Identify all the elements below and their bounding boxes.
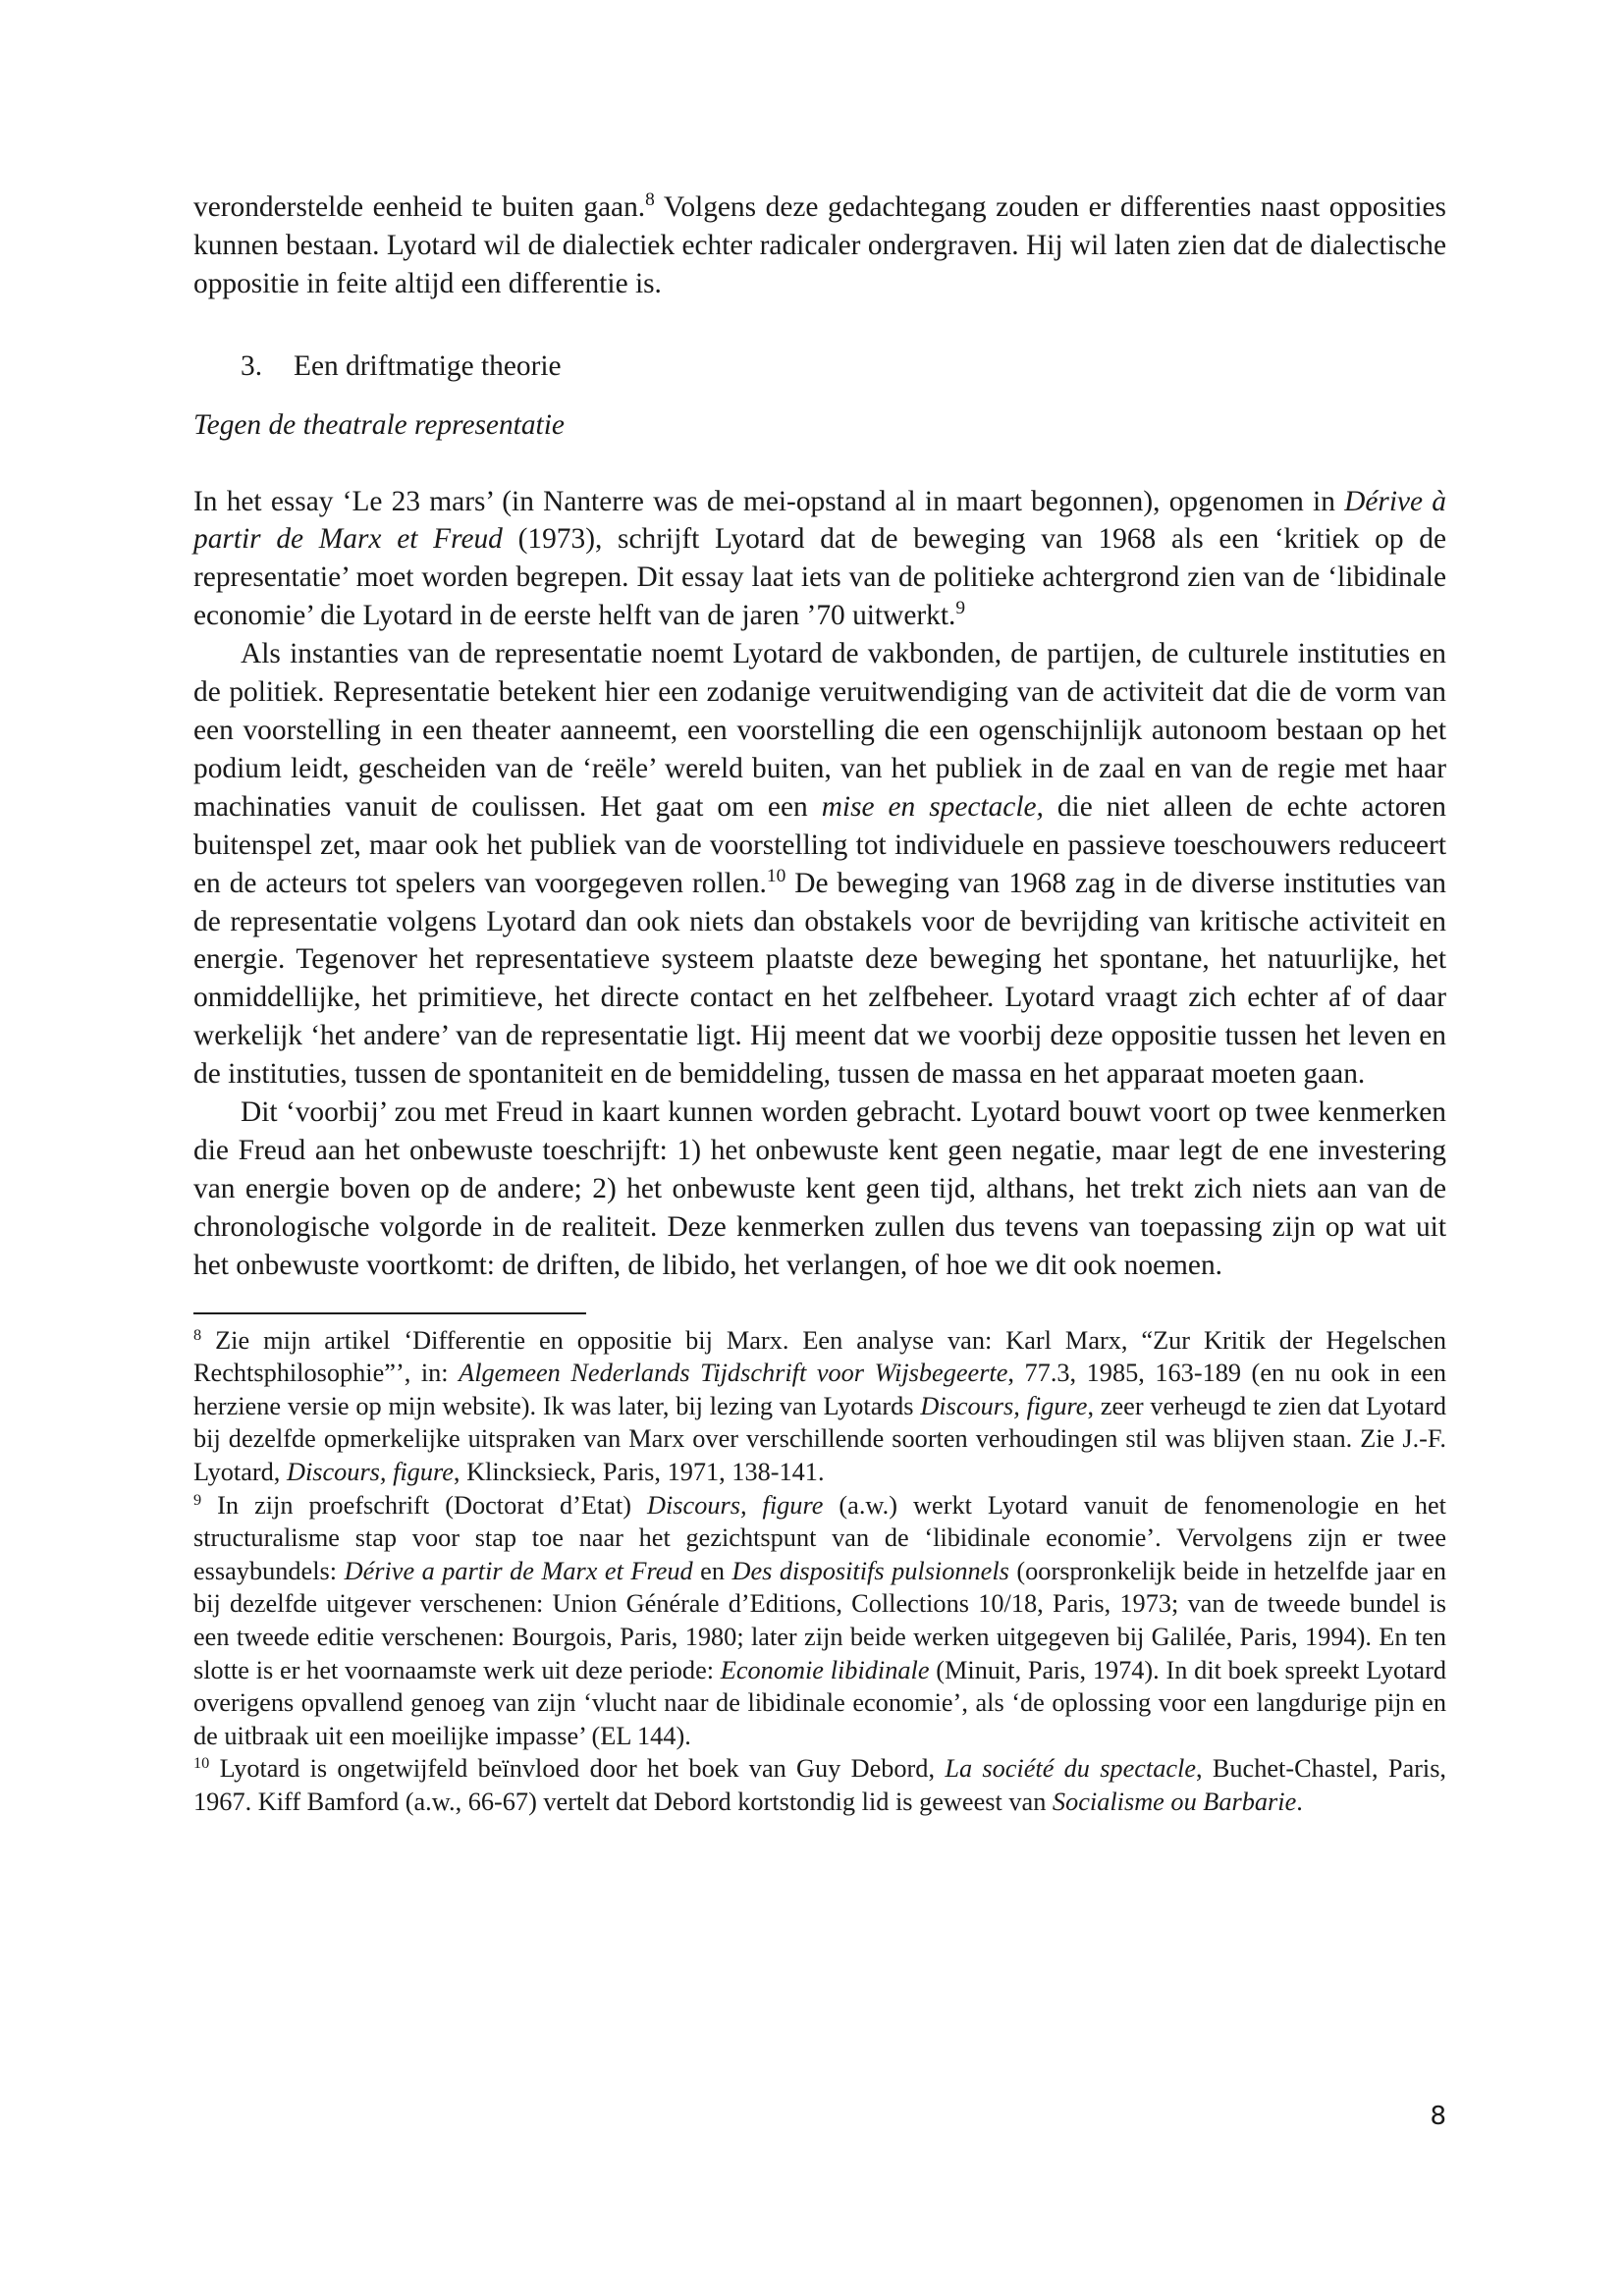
text-run: (a.w.) werkt Lyotard vanuit de fenomenologie en het structuralisme stap voor stap toe naar het gezichtspunt van de ‘libidinale economie’. Vervolgens zijn er twee essaybundels: <box>193 1490 1446 1585</box>
footnote-10 <box>193 1752 1446 1818</box>
footnote-number: 8 <box>193 1324 202 1344</box>
text-run: , 77.3, 1985, 163-189 (en nu ook in een herziene versie op mijn website). Ik was later, bij lezing van Lyotards <box>193 1359 1446 1420</box>
section-number: 3. <box>241 349 263 382</box>
italic-title: La société du spectacle <box>945 1754 1197 1784</box>
text-run: De beweging van 1968 zag in de diverse instituties van de representatie volgens Lyotard dan ook niets dan obstakels voor de bevrijding van kritische activiteit en energie. Tegenover het representatieve systeem plaatste deze beweging het spontane, het natuurlijke, het onmiddellijke, het primitieve, het directe contact en het zelfbeheer. Lyotard vraagt zich echter af of daar werkelijk ‘het andere’ van de representatie ligt. Hij meent dat we voorbij deze oppositie tussen het leven en de instituties, tussen de spontaniteit en de bemiddeling, tussen de massa en het apparaat moeten gaan. <box>193 867 1446 1091</box>
text-run: (Minuit, Paris, 1974). In dit boek spreekt Lyotard overigens opvallend genoeg van zijn ‘vlucht naar de libidinale economie’, als ‘de oplossing voor een langdurige pijn en de uitbraak uit een moeilijke impasse’ (EL 144). <box>193 1655 1446 1750</box>
section-heading <box>193 347 1446 386</box>
footnote-number: 9 <box>193 1489 202 1509</box>
text-run: (oorspronkelijk beide in hetzelfde jaar en bij dezelfde uitgever verschenen: Union Générale d’Editions, Collections 10/18, Paris, 1973; van de tweede bundel is een tweede editie verschenen: Bourgois, Paris, 1980; later zijn beide werken uitgegeven bij Galilée, Paris, 1994). En ten slotte is er het voornaamste werk uit deze periode: <box>193 1556 1446 1684</box>
italic-title: Discours, figure <box>920 1391 1088 1420</box>
text-run: Als instanties van de representatie noemt Lyotard de vakbonden, de partijen, de culturele instituties en de politiek. Representatie betekent hier een zodanige veruitwendiging van de activiteit dat die de vorm van een voorstelling in een theater aanneemt, een voorstelling die een ogenschijnlijk autonoom bestaan op het podium leidt, gescheiden van de ‘reële’ wereld buiten, van het publiek in de zaal en van de regie met haar machinaties vanuit de coulissen. Het gaat om een <box>193 638 1446 823</box>
italic-title: Des dispositifs pulsionnels <box>731 1556 1009 1585</box>
footnote-ref-9[interactable]: 9 <box>955 598 966 618</box>
text-run: , zeer verheugd te zien dat Lyotard bij dezelfde opmerkelijke uitspraken van Marx over verschillende soorten verhoudingen stil was blijven staan. Zie J.-F. Lyotard, <box>193 1391 1446 1486</box>
italic-title: Socialisme ou Barbarie <box>1052 1787 1297 1816</box>
text-run: Volgens deze gedachtegang zouden er differenties naast opposities kunnen bestaan. Lyotard wil de dialectiek echter radicaler ondergraven. Hij wil laten zien dat de dialectische oppositie in feite altijd een differentie is. <box>193 191 1446 299</box>
footnote-number: 10 <box>193 1753 210 1773</box>
italic-term: mise en spectacle, <box>821 790 1044 823</box>
page-number: 8 <box>1430 2102 1446 2131</box>
text-run: Zie mijn artikel ‘Differentie en oppositie bij Marx. Een analyse van: Karl Marx, “Zur Kritik der Hegelschen Rechtsphilosophie”’, in: <box>193 1325 1446 1388</box>
paragraph-intro <box>193 188 1446 303</box>
paragraph-1 <box>193 483 1446 636</box>
subsection-title: Tegen de theatrale representatie <box>193 408 565 441</box>
text-run: . <box>1296 1787 1303 1816</box>
section-title: Een driftmatige theorie <box>294 349 562 382</box>
italic-title: Discours, figure <box>647 1490 824 1520</box>
text-run: veronderstelde eenheid te buiten gaan. <box>193 191 646 223</box>
italic-title: Economie libidinale <box>720 1655 930 1684</box>
paragraph-2 <box>193 635 1446 1094</box>
italic-title: Dérive a partir de Marx et Freud <box>344 1556 693 1585</box>
text-run: Dit ‘voorbij’ zou met Freud in kaart kunnen worden gebracht. Lyotard bouwt voort op twee kenmerken die Freud aan het onbewuste toeschrijft: 1) het onbewuste kent geen negatie, maar legt de ene investering van energie boven op de andere; 2) het onbewuste kent geen tijd, althans, het trekt zich niets aan van de chronologische volgorde in de realiteit. Deze kenmerken zullen dus tevens van toepassing zijn op wat uit het onbewuste voortkomt: de driften, de libido, het verlangen, of hoe we dit ook noemen. <box>193 1096 1446 1281</box>
footnote-9 <box>193 1489 1446 1753</box>
italic-title: Algemeen Nederlands Tijdschrift voor Wijsbegeerte <box>459 1359 1008 1388</box>
text-run: die niet alleen de echte actoren buitenspel zet, maar ook het publiek van de voorstelling tot individuele en passieve toeschouwers reduceert en de acteurs tot spelers van voorgegeven rollen. <box>193 790 1446 899</box>
page-content <box>193 188 1446 1818</box>
text-run: In zijn proefschrift (Doctorat d’Etat) <box>201 1490 647 1520</box>
text-run: , Buchet-Chastel, Paris, 1967. Kiff Bamford (a.w., 66-67) vertelt dat Debord kortstondig lid is geweest van <box>193 1754 1447 1816</box>
text-run: In het essay ‘Le 23 mars’ (in Nanterre was de mei-opstand al in maart begonnen), opgenomen in <box>193 485 1345 517</box>
footnote-ref-8[interactable]: 8 <box>645 188 655 210</box>
paragraph-3 <box>193 1094 1446 1285</box>
italic-title: Discours, figure <box>286 1457 454 1486</box>
text-run: Lyotard is ongetwijfeld beïnvloed door het boek van Guy Debord, <box>209 1754 946 1784</box>
text-run: en <box>692 1556 732 1585</box>
footnote-8 <box>193 1324 1446 1489</box>
footnote-ref-10[interactable]: 10 <box>766 865 786 886</box>
footnote-separator <box>193 1312 586 1314</box>
text-run: (1973), schrijft Lyotard dat de beweging van 1968 als een ‘kritiek op de representatie’ moet worden begrepen. Dit essay laat iets van de politieke achtergrond zien van de ‘libidinale economie’ die Lyotard in de eerste helft van de jaren ’70 uitwerkt. <box>193 523 1446 632</box>
text-run: , Klincksieck, Paris, 1971, 138-141. <box>453 1457 825 1486</box>
italic-title: Dérive à partir de Marx et Freud <box>193 485 1446 556</box>
